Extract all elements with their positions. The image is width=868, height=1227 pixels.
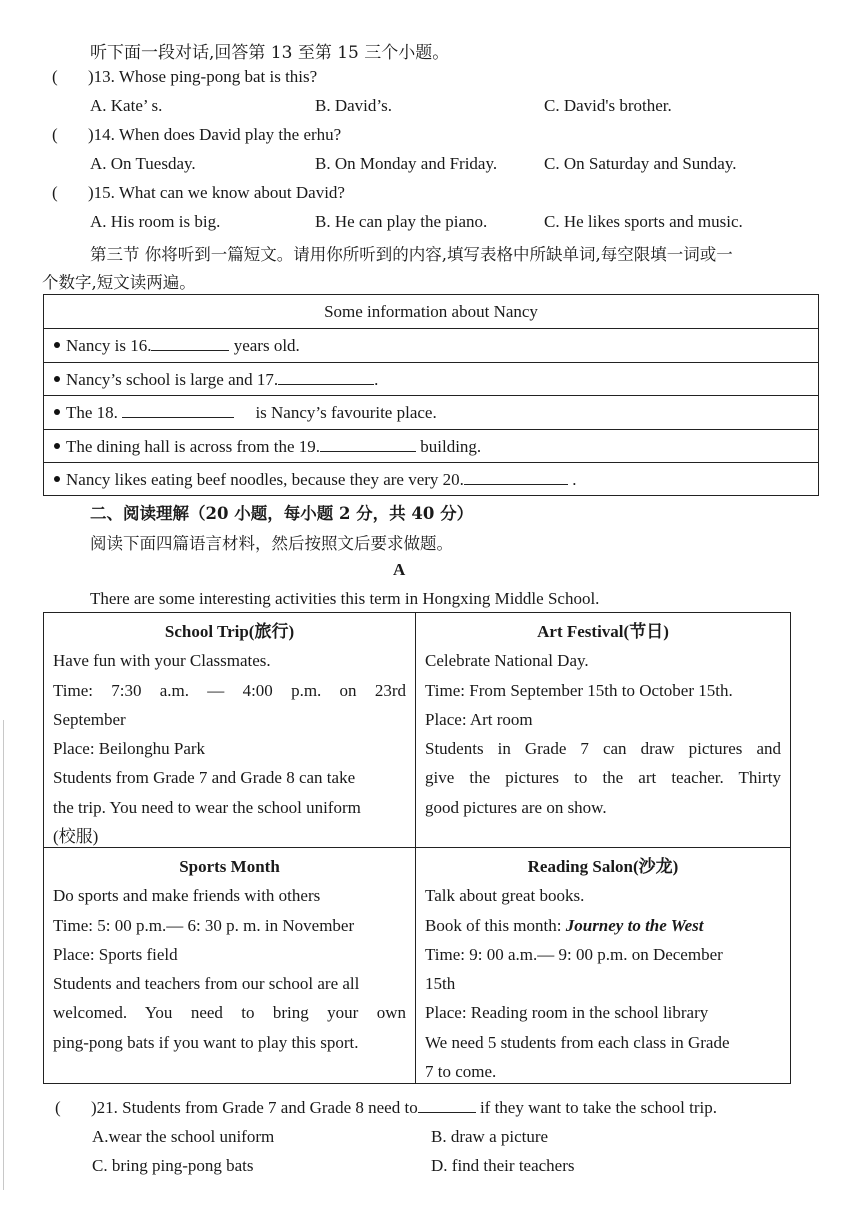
blank-16[interactable] (151, 337, 229, 351)
question-14 (52, 125, 341, 145)
answer-paren-close: ) (91, 1098, 97, 1117)
question-21: ( )21. Students from Grade 7 and Grade 8 need to if they want to take the school trip. (55, 1098, 717, 1117)
bullet-icon (54, 376, 60, 382)
table-row: The 18. is Nancy’s favourite place. (44, 395, 818, 428)
option-c: C. David's brother. (544, 96, 672, 115)
blank-18[interactable] (122, 404, 234, 418)
reading-salon-cell: Reading Salon(沙龙) Talk about great books. Book of this month: Journey to the West Time: 9: 00 a.m.— 9: 00 p.m. on December 15th Place: Reading room in the school library We need 5 students from each class in Grade 7 to come. (416, 848, 790, 1083)
table-row: Nancy likes eating beef noodles, because they are very 20. . (44, 462, 818, 495)
option-d: D. find their teachers (431, 1156, 575, 1175)
scan-edge-line (3, 720, 4, 1190)
option-b: B. On Monday and Friday. (315, 154, 498, 173)
bullet-icon (54, 342, 60, 348)
school-trip-cell: School Trip(旅行) Have fun with your Classmates. Time: 7:30 a.m. — 4:00 p.m. on 23rd September Place: Beilonghu Park Students from Grade 7 and Grade 8 can take the trip. You need to wear the school uniform (校服) (44, 613, 416, 848)
section3-instruction: 第三节 你将听到一篇短文。请用你所听到的内容,填写表格中所缺单词,每空限填一词或一 (90, 245, 733, 264)
book-title: Journey to the West (565, 915, 704, 935)
option-a: A. On Tuesday. (90, 154, 196, 173)
bullet-icon (54, 409, 60, 415)
answer-paren-open[interactable]: ( (52, 125, 58, 144)
blank-17[interactable] (278, 371, 374, 385)
question-15 (52, 183, 345, 203)
reading-heading: 二、阅读理解（20 小题，每小题 2 分，共 40 分） (90, 504, 474, 523)
option-a: A. His room is big. (90, 212, 221, 231)
answer-paren-close: ) (88, 183, 94, 202)
table-title: Some information about Nancy (324, 302, 538, 321)
cell-title: Sports Month (179, 857, 280, 876)
option-c: C. bring ping-pong bats (92, 1156, 254, 1175)
blank-21[interactable] (418, 1099, 476, 1113)
option-c: C. On Saturday and Sunday. (544, 154, 737, 173)
option-a: A.wear the school uniform (92, 1127, 275, 1146)
passage-intro: There are some interesting activities this term in Hongxing Middle School. (90, 589, 600, 608)
cell-title: School Trip(旅行) (164, 622, 295, 641)
table-row: Nancy’s school is large and 17. . (44, 362, 818, 395)
answer-paren-open[interactable]: ( (55, 1098, 61, 1117)
answer-paren-close: ) (88, 125, 94, 144)
table-row: Nancy is 16. years old. (44, 328, 818, 361)
option-c: C. He likes sports and music. (544, 212, 743, 231)
reading-instruction: 阅读下面四篇语言材料，然后按照文后要求做题。 (90, 534, 453, 553)
answer-paren-close: ) (88, 67, 94, 86)
option-b: B. He can play the piano. (315, 212, 488, 231)
activities-table (43, 612, 791, 1084)
section3-instruction-cont: 个数字,短文读两遍。 (42, 273, 196, 292)
option-a: A. Kate’ s. (90, 96, 163, 115)
table-row: The dining hall is across from the 19. building. (44, 429, 818, 462)
question-text: 21. Students from Grade 7 and Grade 8 need to (96, 1098, 418, 1117)
answer-paren-open[interactable]: ( (52, 183, 58, 202)
question-text: 14. When does David play the erhu? (93, 125, 342, 144)
option-b: B. draw a picture (431, 1127, 549, 1146)
question-text: 13. Whose ping-pong bat is this? (93, 67, 318, 86)
nancy-info-table (43, 294, 819, 496)
cell-title: Reading Salon(沙龙) (527, 857, 679, 876)
question-text: 15. What can we know about David? (93, 183, 345, 202)
option-b: B. David’s. (315, 96, 392, 115)
cell-title: Art Festival(节日) (537, 622, 669, 641)
bullet-icon (54, 443, 60, 449)
question-13 (52, 67, 317, 87)
art-festival-cell: Art Festival(节日) Celebrate National Day. Time: From September 15th to October 15th. Place: Art room Students in Grade 7 can draw pictures and give the pictures to the art teacher. Thirty good pictures are on show. (416, 613, 790, 848)
blank-20[interactable] (464, 471, 568, 485)
answer-paren-open[interactable]: ( (52, 67, 58, 86)
passage-label: A (393, 560, 406, 579)
blank-19[interactable] (320, 438, 416, 452)
bullet-icon (54, 476, 60, 482)
listening-intro: 听下面一段对话,回答第 13 至第 15 三个小题。 (90, 43, 450, 63)
sports-month-cell: Sports Month Do sports and make friends with others Time: 5: 00 p.m.— 6: 30 p. m. in November Place: Sports field Students and teachers from our school are all welcomed. You need to bring your own ping-pong bats if you want to play this sport. (44, 848, 416, 1083)
